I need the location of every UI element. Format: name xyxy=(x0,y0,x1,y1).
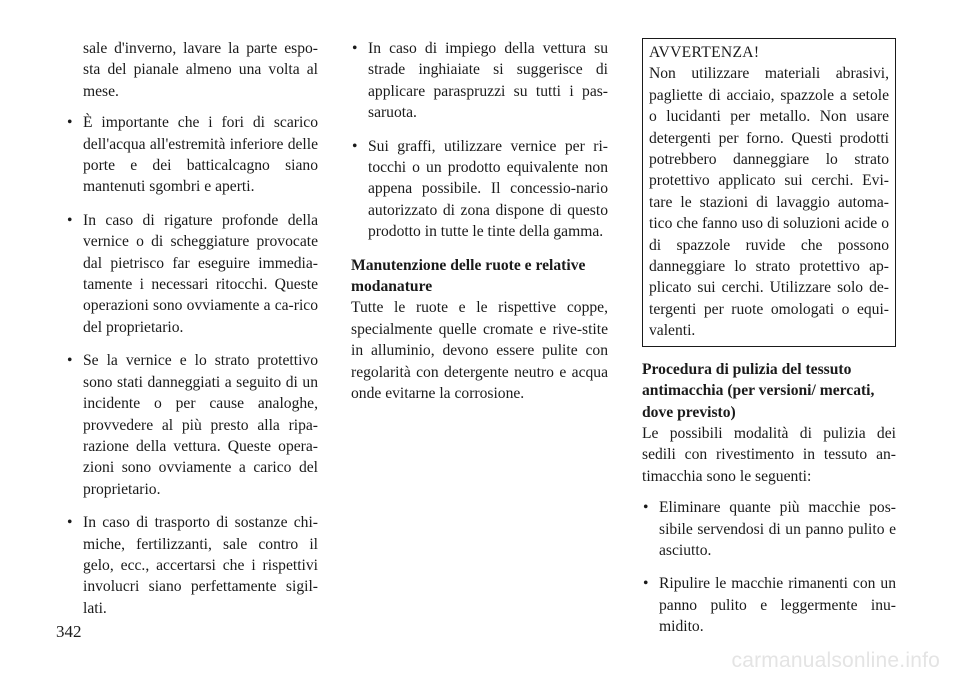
watermark: carmanualsonline.info xyxy=(731,649,940,672)
continued-paragraph: sale d'inverno, lavare la parte espo-sta del pianale almeno una volta al mese. xyxy=(83,40,318,100)
list-item: • In caso di rigature profonde della vernice o di scheggiature provocate dal pietrisco far eseguire immedia-tamente i necessari ritocchi. Queste operazioni sono ovviamente a ca-rico del proprietario. xyxy=(66,210,318,338)
list-item: • È importante che i fori di scarico dell'acqua all'estremità inferiore delle porte e dei batticalcagno siano mantenuti sgombri e aperti. xyxy=(66,112,318,198)
list-item: • In caso di trasporto di sostanze chi-miche, fertilizzanti, sale contro il gelo, ecc., accertarsi che i rispettivi involucri siano perfettamente sigil-lati. xyxy=(66,512,318,619)
wheels-paragraph: Tutte le ruote e le rispettive coppe, specialmente quelle cromate e rive-stite in alluminio, devono essere pulite con regolarità con detergente neutro e acqua onde evitarne la corrosione. xyxy=(351,299,608,403)
warning-text: Non utilizzare materiali abrasivi, pagliette di acciaio, spazzole a setole o lucidanti per metallo. Non usare detergenti per forno. Questi prodotti potrebbero danneggiare lo strato protettivo applicato sui cerchi. Evi-tare le stazioni di lavaggio automa-tico che fanno uso di soluzioni acide o di spazzole ruvide che possono danneggiare lo strato protettivo ap-plicato sui cerchi. Utilizzare solo de-tergenti per ruote omologati o equi-valenti. xyxy=(649,65,889,340)
section-heading-fabric: Procedura di pulizia del tessuto antimacchia (per versioni/ mercati, dove previsto) xyxy=(642,360,875,421)
bullet-list xyxy=(66,112,318,619)
left-column xyxy=(66,38,318,631)
warning-box xyxy=(642,38,896,347)
right-column xyxy=(642,38,896,650)
list-item: • Se la vernice e lo strato protettivo sono stati danneggiati a seguito di un incidente o per cause analoghe, provvedere al più presto alla ripa-razione della vettura. Queste opera-zioni sono ovviamente a carico del proprietario. xyxy=(66,350,318,500)
list-item: • Ripulire le macchie rimanenti con un panno pulito e leggermente inu-midito. xyxy=(642,573,896,637)
page-number: 342 xyxy=(56,622,82,641)
bullet-list xyxy=(351,38,608,243)
list-item: • Sui graffi, utilizzare vernice per ri-tocchi o un prodotto equivalente non appena possibile. Il concessio-nario autorizzato di zona dispone di questo prodotto in tutte le tinte della gamma. xyxy=(351,136,608,243)
list-item: • Eliminare quante più macchie pos-sibile servendosi di un panno pulito e asciutto. xyxy=(642,497,896,561)
fabric-paragraph: Le possibili modalità di pulizia dei sedili con rivestimento in tessuto an-timacchia sono le seguenti: xyxy=(642,424,896,485)
middle-column xyxy=(351,38,608,405)
list-item: • In caso di impiego della vettura su strade inghiaiate si suggerisce di applicare paraspruzzi su tutti i pas-saruota. xyxy=(351,38,608,124)
section-heading-wheels: Manutenzione delle ruote e relative modanature xyxy=(351,256,586,296)
bullet-list xyxy=(642,497,896,637)
warning-title: AVVERTENZA! xyxy=(649,44,760,61)
